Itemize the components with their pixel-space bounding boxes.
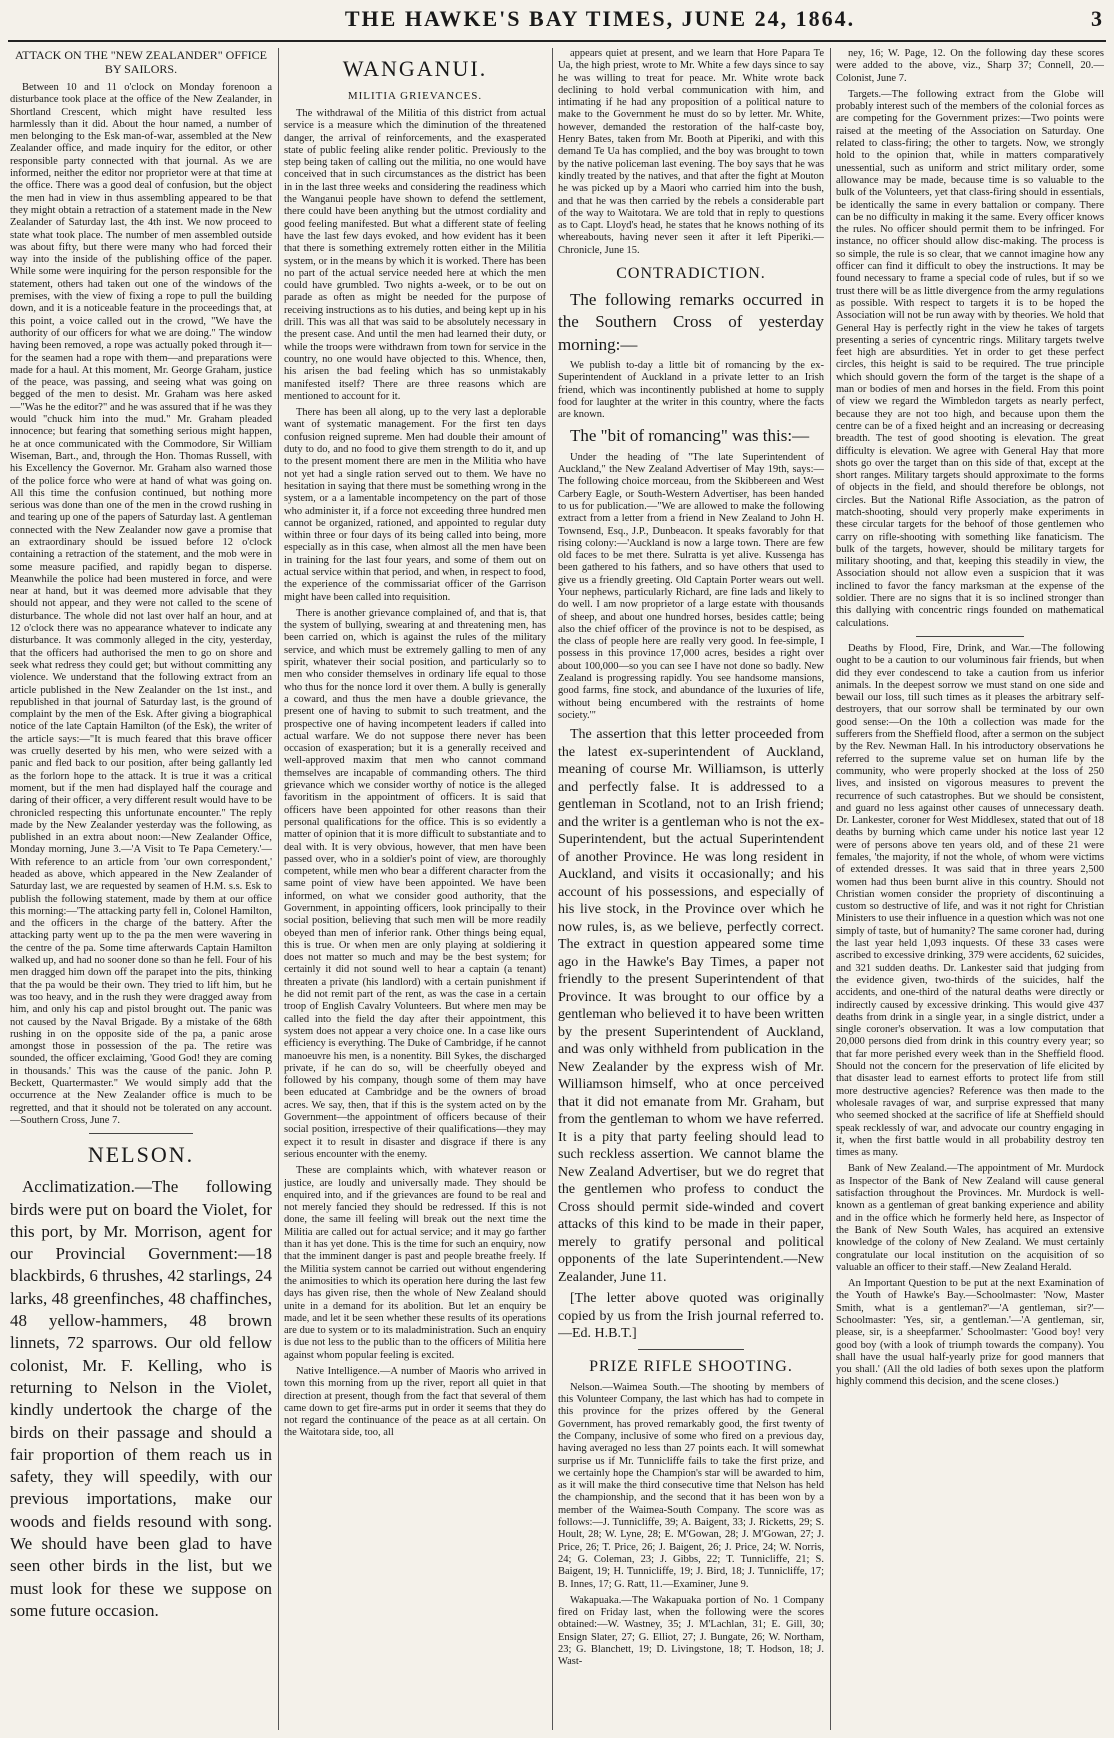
article-paragraph: There is another grievance complained of, and that is, that the system of bullying, swearing at and threatening men, has been carried on, which is against the rules of the military service, and which must be extremely galling to men of any spirit, whatever their social position, and particularly so to men who consider themselves in ordinary life equal to those who thus for the nonce lord it over them. A bully is generally a coward, and thus the men have a double grievance, the present one of having to submit to such treatment, and the prospective one of having incompetent leaders if called into actual warfare. We do not suppose there never has been occasion of exasperation; but it is a generally received and well-approved maxim that men who cannot command themselves are incapable of commanding others. The third grievance which we consider worthy of notice is the alleged favoritism in the appointment of officers. It is said that officers have been appointed for other reasons than their personal qualifications for the office. This is so evidently a matter of opinion that it is more difficult to substantiate and to deal with. It is very obvious, however, that men have been passed over, who in a soldier's point of view, are thoroughly competent, while men who bear a different character from the same point of view have been appointed. We have been informed, on what we consider good authority, that the Government, in appointing officers, look principally to their social position, believing that such men will be more readily obeyed than men of inferior rank. Other things being equal, this is true. Or when men are only playing at soldiering it does not matter so much and may be the best system; for certainly it did not sound well to hear a captain (a tenant) threaten a private (his landlord) with a certain punishment if he did not remit part of the rent, as was the case in a certain troop of English Cavalry Volunteers. But where men may be called into the field the day after their appointment, this system does not appear a very choice one. In a case like ours efficiency is everything. The Duke of Cambridge, if he cannot manoeuvre his men, is a nonentity. Bill Sykes, the discharged private, if he can do so, will be cheerfully obeyed and followed by his company, though some of them may have been educated at Cambridge and be the owners of broad acres. We say, then, that if this is the system acted on by the Government—the appointment of officers because of their social position, irrespective of their qualifications—they may expect it to result in disaster and disgrace if there is any serious encounter with the enemy. (284, 607, 546, 1160)
article-paragraph: The following remarks occurred in the Southern Cross of yesterday morning:— (558, 290, 824, 354)
column-rule (552, 48, 553, 1730)
section-heading-wanganui: WANGANUI. (342, 56, 488, 81)
column-4 (836, 48, 1104, 1730)
article-paragraph: There has been all along, up to the very last a deplorable want of systematic management. For the first ten days confusion reigned supreme. Men had double their amount of duty to do, and no food to give them strength to do it, and up to the present moment there are men in the Militia who have not yet had a single ration served out to them. We have no hesitation in saying that there must be something wrong in the system, or a a lamentable incompetency on the part of those who administer it, if a force not exceeding three hundred men cannot be organized, rationed, and appointed to regular duty within three or four days of its being called into being, more especially as in this case, when almost all the men have been in training for the last four years, and some of them out on actual service within that period, and when, in respect to food, the experience of the commissariat officer of the Garrison might have been called into requisition. (284, 407, 546, 603)
article-paragraph: We publish to-day a little bit of romancing by the ex-Superintendent of Auckland in a private letter to an Irish friend, which was incontinently published at home to supply food for laughter at the writer in this country, where the facts are known. (558, 359, 824, 421)
section-heading-prize-rifle: PRIZE RIFLE SHOOTING. (589, 1357, 793, 1375)
article-paragraph: Nelson.—Waimea South.—The shooting by members of this Volunteer Company, the last which has had to compete in this province for the prizes offered by the General Government, has proved remarkably good, the first twenty of the Company, inclusive of some who fired on a previous day, having averaged no less than 27 points each. It will somewhat surprise us if Mr. Tunnicliffe fails to take the first prize, and we certainly hope the Champion's star will be awarded to him, as it will make the third consecutive time that Nelson has held the championship, and the second that it has been won by a member of the Waimea-South Company. The score was as follows:—J. Tunnicliffe, 39; A. Baigent, 33; J. Ricketts, 29; S. Hoult, 28; W. Lyne, 28; E. M'Gowan, 28; J. M'Gowan, 27; J. Price, 26; T. Price, 26; J. Baigent, 26; J. Price, 24; W. Norris, 24; G. Coleman, 23; J. Gibbs, 22; T. Tunnicliffe, 21; S. Baigent, 19; H. Tunnicliffe, 19; J. Bird, 18; J. Tunnicliffe, 17; B. Innes, 17; G. Ratt, 11.—Examiner, June 9. (558, 1381, 824, 1590)
article-paragraph: The assertion that this letter proceeded from the latest ex-superintendent of Auckland, meaning of course Mr. Williamson, is utterly and perfectly false. It is addressed to a gentleman in Scotland, not to an Irish friend; and the writer is a gentleman who is not the ex-Superintendent, but the actual Superintendent of another Province. He was long resident in Auckland, and visits it occasionally; and his account of his possessions, and especially of his live stock, in the Province over which he now rules, is, as we believe, perfectly correct. The extract in question appeared some time ago in the Hawke's Bay Times, a paper not friendly to the present Superintendent of that Province. It was brought to our office by a gentleman who believed it to have been written by the present Superintendent of Auckland, and was only withheld from publication in the New Zealander by the express wish of Mr. Williamson himself, who at once perceived that it did not emanate from Mr. Graham, but from the gentleman to whom we have referred. It is a pity that party feeling should lead to such reckless assertion. We cannot blame the New Zealand Advertiser, but we do regret that the gentlemen who profess to conduct the Cross should permit side-winded and covert attacks of this kind to be made in their paper, merely to gratify personal and political opponents of the late Superintendent.—New Zealander, June 11. (558, 727, 824, 1285)
masthead (0, 0, 1114, 44)
article-headline: ATTACK ON THE "NEW ZEALANDER" OFFICE BY SAILORS. (14, 48, 268, 76)
article-paragraph: Targets.—The following extract from the Globe will probably interest such of the members of the colonial forces as are competing for the Government prizes:—Two points were raised at the meeting of the Association on Saturday. One related to class-firing; the other to targets. Now, we strongly hold to the opinion that, while in matters comparatively unessential, such as uniform and strict military order, some allowance may be made, because time is so valuable to the bulk of the Volunteers, yet that class-firing should in essentials, be identically the same in every battalion or company. There can be no difficulty in making it the same. Every officer knows the rules. No officer should permit them to be infringed. For instance, no officer should allow disc-making. The process is so simple, the rule is so clear, that we cannot imagine how any officer can find it difficult to obey the instructions. It may be found necessary to frame a special code of rules, but if so we trust there will be as little divergence from the army regulations as possible. With respect to targets it is to be hoped the Association will not be run away with by theories. We hold that General Hay is perfectly right in the view he takes of targets presenting a series of cyncentric rings. Military targets twelve feet high are absurdities. Yet in order to get these perfect circles, this height is said to be required. The true principle which should govern the form of the target is the shape of a man or bodies of men and horses in the field. From this point of view we regard the Wimbledon targets as nearly perfect, because they are not too high, and because upon them the centre can be of a fixed height and an increasing or decreasing breadth. The test of good shooting is elevation. The great difficulty is elevation. We agree with General Hay that more shots go over the target than on this side of that, except at the short ranges. Military targets should approximate to the forms of objects in the field, and should therefore be oblongs, not circles. But the National Rifle Association, as the patron of match-shooting, should very properly make experiments in these circular targets for the behoof of those gentlemen who carry on rifle-shooting with something like fanaticism. The bulk of the targets, however, should be military targets for military shooting, and that, keeping this steadily in view, the Association should not allow even a suspicion that it was inclined to favor the fancy marksman at the expense of the soldier. There are no signs that it is so inclined stronger than this dallying with concentric rings founded on mathematical calculations. (836, 88, 1104, 629)
article-paragraph: Under the heading of "The late Superintendent of Auckland," the New Zealand Advertiser of May 19th, says:—The following choice morceau, from the Skibbereen and West Carbery Eagle, or South-Western Advertiser, has been handed to us for publication.—"We are allowed to make the following extract from a letter from a friend in New Zealand to John H. Townsend, Esq., J.P., Dunbeacon. It speaks favorably for that rising colony:—'Auckland is now a large town. There are few old faces to be met there. Sulratta is yet alive. Kussenga has been gathered to his fathers, and so have others that used to give us a friendly greeting. Old Captain Porter wears out well. Your nephews, particularly Richard, are fine lads and likely to do well. I am now proprietor of a large estate with thousands of sheep, and about one hundred horses, besides cattle; being also the chief officer of the province is not to be despised, as the class of people here are really very good. In fee-simple, I possess in this province 17,000 acres, besides a right over about 100,000—so you can see I have not done so badly. New Zealand is progressing rapidly. You see handsome mansions, good farms, fine stock, and abundance of the luxuries of life, without being encumbered with the restraints of home society.'" (558, 451, 824, 721)
article-paragraph: Between 10 and 11 o'clock on Monday forenoon a disturbance took place at the office of the New Zealander, in Shortland Crescent, which might have resulted less harmlessly than it did. About the hour named, a number of men belonging to the Esk man-of-war, assembled at the New Zealander office, and made inquiry for the editor, or other responsible party connected with that journal. As we are informed, neither the editor nor proprietor were at that time at the office. There was a good deal of confusion, but the object the men had in view in thus assembling appeared to be that they might obtain a retraction of a statement made in the New Zealander of Saturday last, the 4th inst. We now proceed to state what took place. The number of men assembled outside was about fifty, but there were many who had forced their way into the inside of the publishing office of the paper. While some were inquiring for the person responsible for the statement, others had taken out one of the windows of the premises, with the view of fixing a rope to pull the building down, and it is a noticeable feature in the proceedings that, at this point, a voice called out in the crowd, "We have the authority of our officers for what we are doing." The window having been removed, a rope was actually poked through it—for the seamen had a rope with them—and preparations were made for a haul. At this moment, Mr. George Graham, justice of the peace, was passing, and seeing what was going on begged of the men to desist. Mr. Graham was here asked—"Was he the editor?" and he was assured that if he was they would "chuck him into the mud." Mr. Graham pleaded innocence; but fearing that something serious might happen, he at once communicated with the Commodore, Sir William Wiseman, Bart., and, through the Hon. Thomas Russell, with his Excellency the Governor. Mr. Graham also warned those of the police force who were at hand of what was going on. All this time the confusion continued, but nothing more serious was done than one of the men in the crowd rushing in and tearing up one of the papers of Saturday last. A gentleman connected with the New Zealander now gave a promise that an extraordinary should be issued before 12 o'clock containing a retraction of the statement, and the mob were in some measure pacified, and rapidly began to disperse. Meanwhile the police had been mustered in force, and were near at hand, but it was deemed more advisable that they should not appear, and they were not called to the scene of disturbance. The whole did not last over half an hour, and at 12 o'clock there was no appearance whatever to indicate any disturbance. It was commonly alleged in the city, yesterday, that the officers had authorised the men to go on shore and seek what redress they could get; but without committing any violence. We understand that the following extract from an article published in the New Zealander on the 1st inst., and republished in that journal of Saturday last, is the ground of complaint by the men of the Esk. After giving a biographical notice of the late Captain Hamilton (of the Esk), the writer of the article says:—"It is much feared that this brave officer was cruelly deserted by his men, who were seized with a panic and fled back to our position, after being gallantly led as the forlorn hope to the attack. It is true it was a critical moment, but if the men had displayed half the courage and daring of their officer, a very different result would have to be chronicled respecting this unfortunate encounter." The reply made by the New Zealander yesterday was the following, as published in an extra about noon:—New Zealander Office, Monday morning, June 3.—'A Visit to Te Papa Cemetery.'—With reference to an article from 'our own correspondent,' headed as above, which appeared in the New Zealander of Saturday last, we are requested by seamen of H.M. s.s. Esk to publish the following statement, made by them at our office this morning:—'The attacking party fell in, Colonel Hamilton, and the officers in the charge of the battery. After the attacking party went up to the pa the men were wavering in the centre of the pa. Some time afterwards Captain Hamilton walked up, and had no sooner done so than he fell. Four of his men dragged him down off the parapet into the pits, thinking that the pa would be their own. They tried to lift him, but he was too heavy, and in the rush they were dragged away from him, and only his cap and pistol brought out. The panic was not caused by the Naval Brigade. By a mistake of the 68th rushing in on the opposite side of the pa, a panic arose amongst those in possession of the pa. The retire was sounded, the officer exclaiming, 'Good God! they are coming in thousands.' This was the cause of the panic. John P. Beckett, Quartermaster." We would simply add that the occurrence at the New Zealander office is much to be regretted, and that it should not be tolerated on any account.—Southern Cross, June 7. (10, 82, 272, 1126)
article-paragraph: Wakapuaka.—The Wakapuaka portion of No. 1 Company fired on Friday last, when the following were the scores obtained:—W. Wastney, 35; J. M'Lachlan, 31; E. Gill, 30; Ensign Slater, 27; G. Elliot, 27; J. Bungate, 26; W. Northam, 23; G. Blanchett, 19; D. Livingstone, 18; T. Hodson, 18; J. Wast- (558, 1594, 824, 1668)
article-paragraph: appears quiet at present, and we learn that Hore Papara Te Ua, the high priest, wrote to Mr. White a few days since to say he was willing to treat for peace. Mr. White wrote back declining to hold verbal communication with him, and intimating if he had any proposition of a political nature to make to the Government he must do so by letter. Mr. White, however, demanded the restoration of the half-caste boy, Henry Bates, taken from Mr. Booth at Piperiki, and with this demand Te Ua has complied, and the boy was brought to town by the native policeman last evening. The boy says that he was kindly treated by the natives, and that after the fight at Mouton he was picked up by a Maori who carried him into the bush, and that he was then carried by the rebels a considerable part of the way to Waitotara. We are told that in reply to questions as to Capt. Lloyd's head, he states that he knows nothing of its whereabouts, having never seen it after it left Piperiki.—Chronicle, June 15. (558, 48, 824, 256)
article-subhead: MILITIA GRIEVANCES. (347, 90, 483, 102)
divider (89, 1133, 194, 1134)
article-paragraph: The withdrawal of the Militia of this district from actual service is a measure which the diminution of the threatened danger, the arrival of reinforcements, and the exasperated state of public feeling alike render politic. Previously to the step being taken of calling out the militia, no one would have conceived that in such circumstances as the district has been in in the last three weeks and considering the readiness which the Wanganui people have shown to defend the settlement, there could have been anything but the utmost cordiality and good feeling manifested. But what a different state of feeling have the last few days evoked, and how evident has it been that there is something extremely rotten either in the Militia system, or in the means by which it is worked. There has been no part of the actual service needed here at which the men could have grumbled. Two nights a-week, or to be out on parade as often as might be needed for the purpose of receiving instructions as to his duties, and being kept up in his drill. This was all that was said to be absolutely necessary in the present case. And until the men had learned their duty, or while the troops were withdrawn from town for service in the country, no one would have objected to this. Whence, then, his arisen the bad feeling which has so unmistakably manifested itself? There are three reasons which are mentioned to account for it. (284, 108, 546, 402)
section-heading-contradiction: CONTRADICTION. (616, 265, 766, 283)
column-3 (558, 48, 824, 1730)
article-paragraph: Acclimatization.—The following birds were put on board the Violet, for this port, by Mr. Morrison, agent for our Provincial Government:—18 blackbirds, 6 thrushes, 42 starlings, 24 larks, 48 greenfinches, 48 chaffinches, 48 yellow-hammers, 48 brown linnets, 72 sparrows. Our old fellow colonist, Mr. F. Kelling, who is returning to Nelson in the Violet, kindly undertook the charge of the birds on their passage and should a fair proportion of them reach us in safety, they will speedily, with our previous importations, make our woods and fields resound with song. We should have been glad to have seen other birds in the list, but we must look for these we suppose on some future occasion. (10, 1177, 272, 1620)
article-paragraph: These are complaints which, with whatever reason or justice, are loudly and universally made. They should be enquired into, and if the grievances are found to be real and not merely fancied they should be redressed. If this is not done, the same ill feeling will break out the next time the Militia are called out for actual service; and it may go farther than it has yet done. This is the time for such an enquiry, now that the imminent danger is past and people breathe freely. If the Militia system cannot be carried out without engendering the animosities to which its operation here during the last few days has given rise, then the whole of New Zealand should unite in a demand for its abolition. But let an enquiry be made, and let it be seen whether these results of its operations are due to system or to its maladministration. Such an enquiry is due not less to the public than to the officers of Militia here against whom popular feeling is excited. (284, 1165, 546, 1361)
section-heading-nelson: NELSON. (87, 1142, 195, 1168)
article-paragraph: The "bit of romancing" was this:— (570, 426, 810, 446)
column-rule (278, 48, 279, 1730)
article-paragraph: Bank of New Zealand.—The appointment of Mr. Murdock as Inspector of the Bank of New Zealand will cause general satisfaction throughout the Provinces. Mr. Murdock is well-known as a gentleman of great banking experience and ability and in the office which he formerly held here, as Inspector of the Bank of New South Wales, has acquired an extensive knowledge of the colony of New Zealand. We must certainly congratulate our local institution on the acquisition of so valuable an officer to their staff.—New Zealand Herald. (836, 1163, 1104, 1273)
column-2 (284, 48, 546, 1730)
column-rule (830, 48, 831, 1730)
divider (916, 636, 1023, 637)
article-paragraph: ney, 16; W. Page, 12. On the following day these scores were added to the above, viz., Sharp 37; Connell, 20.—Colonist, June 7. (836, 48, 1104, 84)
divider (638, 1349, 744, 1350)
masthead-rule (8, 40, 1106, 42)
article-paragraph: [The letter above quoted was originally copied by us from the Irish journal referred to.—Ed. H.B.T.] (558, 1291, 824, 1342)
article-paragraph: Deaths by Flood, Fire, Drink, and War.—The following ought to be a caution to our voluminous fair friends, but when did they ever condescend to take a caution from us inferior animals. In the deepest sorrow we must stand on one side and bewail our loss, till such times as it pleases the arbitrary self-destroyers, that our sorrow shall be terminated by our own good sense:—On the 10th a collection was made for the sufferers from the Sheffield flood, after a sermon on the subject by the Rev. Newman Hall. In his introductory observations he referred to the supreme value set on human life by the community, who were properly shocked at the loss of 250 lives, and insisted on vigorous measures to prevent the recurrence of such catastrophes. But we should be consistent, and guard no less against other causes of unnecessary death. Dr. Lankester, coroner for West Middlesex, stated that out of 18 deaths by burning which came under his notice last year 12 were of persons above ten years old, and of these 21 were females, 'the majority, if not the whole, of whom were victims of extended dresses. It was said that in three years 2,500 women had thus been burnt alive in this country. Should not Christian women consider the propriety of discontinuing a custom so destructive of life, and was it not right for Christian Ministers to use their influence in a question which was not one simply of taste, but of humanity? The same coroner had, during the last year held 1,093 inquests. Of these 33 cases were ascribed to excessive drinking, 379 were accidents, 62 suicides, and 321 sudden deaths. Dr. Lankester said that judging from the evidence given, two-thirds of the suicides, half the accidents, and one-third of the natural deaths were directly or indirectly caused by excessive drinking. This would give 437 deaths from drink in a single year, in a single district, under a single coroner's observation. It was a low computation that 20,000 persons died from drink in this country every year; so that far more perished every week than in the Sheffield flood. Should not the concern for the preservation of life elicited by that disaster lead to earnest efforts to protect life from still more destructive agencies? Reference was then made to the wholesale ravages of war, and surprise expressed that many who seemed shocked at the sacrifice of life at Sheffield should speak recklessly of war, and advocate our country engaging in it, when the first battle would in all probability destroy ten times as many. (836, 642, 1104, 1159)
article-paragraph: Native Intelligence.—A number of Maoris who arrived in town this morning from up the river, report all quiet in that direction at present, though from the fact that several of them came down to get fire-arms put in order it seems that they do not regard the continuance of the peace as at all certain. On the Waitotara side, too, all (284, 1365, 546, 1439)
page-title: THE HAWKE'S BAY TIMES, JUNE 24, 1864. (344, 6, 856, 31)
column-1 (10, 48, 272, 1730)
page-number: 3 (1091, 6, 1102, 31)
article-paragraph: An Important Question to be put at the next Examination of the Youth of Hawke's Bay.—Schoolmaster: 'Now, Master Smith, what is a gentleman?'—'A gentleman, sir?'—Schoolmaster: 'Yes, sir, a gentleman.'—'A gentleman, sir, please, sir, is a sheepfarmer.' Schoolmaster: 'Good boy! very good boy (with a look of triumph towards the company). You shall have the usual half-yearly prize for good manners that you shall.' (All the old ladies of both sexes upon the platform highly commend this decision, and the scene closes.) (836, 1278, 1104, 1388)
